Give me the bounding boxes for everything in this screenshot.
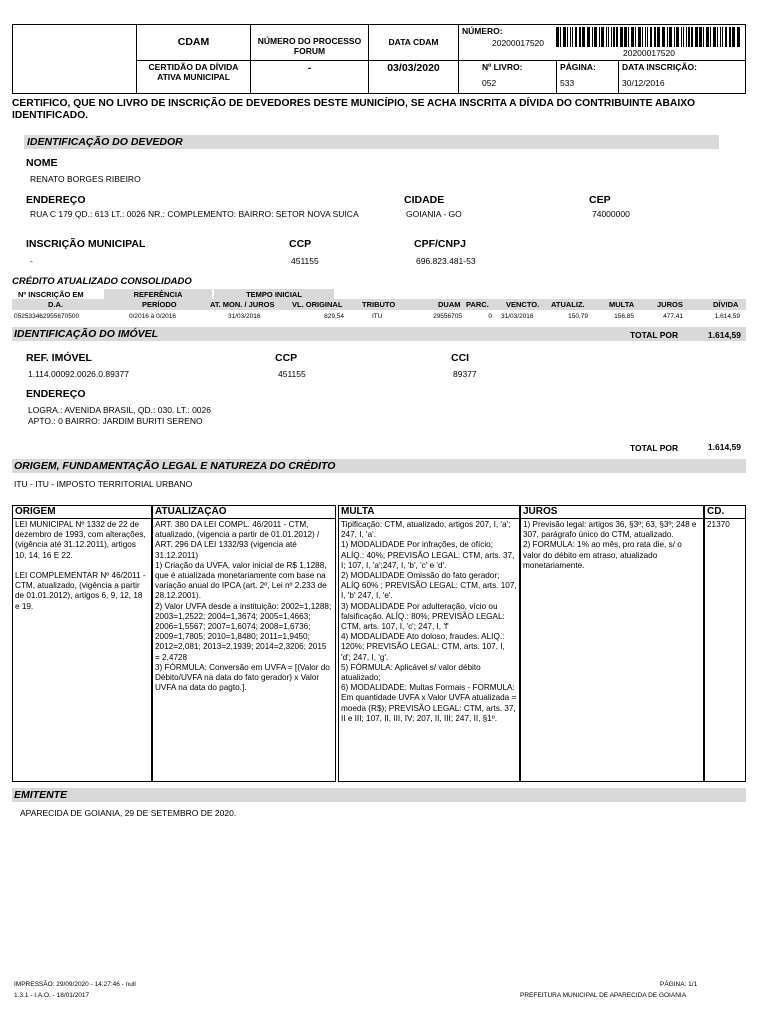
- barcode-bar: [572, 27, 573, 47]
- total-label: TOTAL POR: [630, 443, 679, 453]
- imovel-endereco-label: ENDEREÇO: [26, 388, 86, 400]
- credito-row-tributo: ITU: [372, 313, 383, 320]
- barcode-bar: [695, 27, 698, 47]
- cep-label: CEP: [589, 194, 611, 206]
- emitente-section-title: EMITENTE: [12, 788, 746, 802]
- credito-row-da: 052533462955670500: [14, 313, 80, 320]
- barcode-bar: [579, 27, 581, 47]
- barcode-bar: [594, 27, 597, 47]
- cpf-cnpj-label: CPF/CNPJ: [414, 238, 466, 250]
- numero-label: NÚMERO:: [462, 26, 503, 36]
- barcode-bar: [611, 27, 612, 47]
- emitente-text: APARECIDA DE GOIANIA, 29 DE SETEMBRO DE 2020.: [20, 808, 237, 818]
- cdam-title: CERTIDÃO DA DÍVIDA ATIVA MUNICIPAL: [148, 62, 239, 82]
- credito-row-juros: 477,41: [663, 313, 683, 320]
- inscricao-municipal-value: -: [30, 256, 33, 266]
- pagina-label: PÁGINA:: [560, 62, 596, 72]
- barcode-bar: [654, 27, 656, 47]
- processo-value: -: [307, 62, 312, 74]
- total-value: 1.614,59: [707, 442, 741, 452]
- barcode-bar: [560, 27, 561, 47]
- atualizacao-column: [152, 505, 336, 782]
- barcode-bar: [575, 27, 577, 47]
- barcode-bar: [638, 27, 641, 47]
- data-inscricao-label: DATA INSCRIÇÃO:: [622, 62, 697, 72]
- barcode-bar: [570, 27, 571, 47]
- barcode-bar: [582, 27, 585, 47]
- origem-column-title: ORIGEM: [13, 506, 151, 519]
- cdam-label: CDAM: [177, 36, 210, 48]
- footer-versao: 1.3.1 - I.A.O. - 18/01/2017: [14, 992, 90, 999]
- credito-section-title: CRÉDITO ATUALIZADO CONSOLIDADO: [12, 276, 192, 287]
- header-divider: [368, 24, 369, 94]
- multa-column: [338, 505, 520, 782]
- barcode-bar: [601, 27, 604, 47]
- multa-column-text: Tipificação: CTM, atualizado, artigos 207, I, 'a'; 247, I, 'a'. 1) MODALIDADE Por infrações, de ofício; ALÍQ.: 40%; PREVISÃO LEGAL: CTM, arts. 37, I; 107, I, 'a';247, I, 'b', 'c' e 'd'. 2) MODALIDADE Omissão do fato gerador; ALÍQ 60% ; PREVISÃO LEGAL: CTM, arts. 107, I, 'b' 247, I, 'e'. 3) MODALIDADE Por adulteração, vício ou falsificação. ALÍQ.: 80%; PREVISÃO LEGAL: CTM, arts. 107, I, 'c'; 247, I, 'f' 4) MODALIDADE Ato doloso, fraudes. ALIQ.: 120%; PREVISÃO LEGAL: CTM, arts. 107, I, 'd'; 247, I, 'g'. 5) FÓRMULA: Aplicável s/ valor débito atualizado; 6) MODALIDADE: Multas Formais - FORMULA: Em quantidade UVFA x Valor UVFA atualizada = moeda (R$); PREVISÃO LEGAL: CTM, arts. 37, II e III; 107, II, III, IV; 207, II, III; 247, II, §1º.: [341, 520, 517, 723]
- footer-impressao: IMPRESSÃO: 29/09/2020 - 14:27:46 - null: [14, 981, 136, 988]
- barcode-bar: [628, 27, 629, 47]
- cidade-value: GOIANIA - GO: [406, 209, 462, 219]
- barcode-bar: [722, 27, 723, 47]
- imovel-ccp-label: CCP: [275, 352, 298, 364]
- barcode-bar: [567, 27, 568, 47]
- imovel-endereco-line1: LOGRA.: AVENIDA BRASIL, QD.: 030. LT.: 0026: [28, 405, 211, 415]
- cidade-label: CIDADE: [404, 194, 445, 206]
- barcode-bar: [686, 27, 687, 47]
- header-divider: [250, 24, 251, 94]
- atualizacao-column-title: ATUALIZAÇÃO: [153, 506, 335, 519]
- barcode-bar: [674, 27, 675, 47]
- certifico-text: CERTIFICO, QUE NO LIVRO DE INSCRIÇÃO DE DEVEDORES DESTE MUNICÍPIO, SE ACHA INSCRITA A DÍVIDA DO CONTRIBUINTE ABAIXO IDENTIFICADO.: [12, 98, 696, 121]
- pagina-value: 533: [560, 78, 575, 88]
- barcode-bar: [725, 27, 727, 47]
- juros-column: [520, 505, 704, 782]
- barcode-bar: [699, 27, 702, 47]
- livro-label: Nº LIVRO:: [482, 62, 523, 72]
- header-divider: [458, 24, 459, 94]
- footer-pagina: PÁGINA: 1/1: [660, 981, 698, 988]
- credito-head-tempo: TEMPO INICIAL: [246, 290, 302, 299]
- credito-head-tributo: TRIBUTO: [362, 300, 396, 309]
- livro-value: 052: [482, 78, 497, 88]
- endereco-label: ENDEREÇO: [26, 194, 86, 206]
- barcode-number: 20200017520: [622, 48, 675, 58]
- barcode-bar: [703, 27, 704, 47]
- credito-row-vencto: 31/03/2016: [501, 313, 534, 320]
- barcode-bar: [681, 27, 682, 47]
- data-cdam-label: DATA CDAM: [388, 37, 439, 47]
- credito-head-vloriginal: VL. ORIGINAL: [292, 300, 343, 309]
- credito-head-atmon: AT. MON. / JUROS: [210, 300, 275, 309]
- barcode-bar: [669, 27, 672, 47]
- imovel-total-label: TOTAL POR: [630, 330, 679, 340]
- atualizacao-column-text: ART. 380 DA LEI COMPL. 46/2011 - CTM, atualizado, (vigencia a partir de 01.01.2012) / ART. 296 DA LEI 1332/93 (vigencia até 31.12.2011) 1) Criação da UVFA, valor inicial de R$ 1,1288, que é atualizada monetariamente com base na variação anual do IPCA (art. 2º, Lei nº 2.233 de 28.12.2001). 2) Valor UVFA desde a instituição: 2002=1,1288; 2003=1,2522; 2004=1,3674; 2005=1,4663; 2006=1,5567; 2007=1,6074; 2008=1,6736; 2009=1,7805; 2010=1,8480; 2011=1,9450; 2012=2,081; 2013=2,1939; 2014=2,3206; 2015 = 2,4728 3) FÓRMULA: Conversão em UVFA = [(Valor do Débito/UVFA na data do fato gerador) x Valor UVFA na data do pagto.].: [155, 520, 332, 693]
- cpf-cnpj-value: 696.823.481-53: [416, 256, 476, 266]
- barcode-bar: [635, 27, 636, 47]
- inscricao-municipal-label: INSCRIÇÃO MUNICIPAL: [26, 238, 146, 250]
- origem-column: [12, 505, 152, 782]
- numero-value: 20200017520: [492, 38, 545, 48]
- credito-head-periodo: PERÍODO: [142, 300, 177, 309]
- data-inscricao-value: 30/12/2016: [622, 78, 665, 88]
- credito-head-multa: MULTA: [609, 300, 635, 309]
- credito-head-duam: DUAM: [438, 300, 461, 309]
- juros-column-title: JUROS: [521, 506, 703, 519]
- ref-imovel-label: REF. IMÓVEL: [26, 352, 92, 364]
- barcode-bar: [662, 27, 665, 47]
- imovel-total-value: 1.614,59: [707, 330, 741, 340]
- barcode-bar: [729, 27, 731, 47]
- barcode-bar: [710, 27, 711, 47]
- barcode-bar: [720, 27, 721, 47]
- cd-column-text: 21370: [707, 520, 730, 529]
- imovel-ccp-value: 451155: [278, 369, 306, 379]
- cep-value: 74000000: [592, 209, 630, 219]
- barcode-bar: [616, 27, 618, 47]
- juros-column-text: 1) Previsão legal: artigos 36, §3º; 63, §3º; 248 e 307, parágrafo único do CTM, atualizado. 2) FORMULA: 1% ao mês, pro rata die, s/ o valor do débito em atraso, atualizado monetariamente.: [523, 520, 697, 570]
- imovel-section-title: IDENTIFICAÇÃO DO IMÓVEL: [12, 327, 746, 341]
- credito-row-atmon: 31/03/2016: [228, 313, 261, 320]
- barcode-bar: [713, 27, 716, 47]
- barcode-bar: [737, 27, 740, 47]
- processo-label: NÚMERO DO PROCESSO FORUM: [257, 36, 362, 56]
- cd-column: [704, 505, 746, 782]
- credito-row-multa: 156,85: [614, 313, 634, 320]
- cd-column-title: CD.: [705, 506, 745, 519]
- header-divider: [618, 60, 619, 94]
- credito-row-parc: 0: [488, 313, 492, 320]
- barcode-bar: [645, 27, 646, 47]
- imovel-endereco-line2: APTO.: 0 BAIRRO: JARDIM BURITI SERENO: [28, 416, 203, 426]
- ccp-value: 451155: [291, 256, 319, 266]
- credito-head-da: D.A.: [48, 300, 63, 309]
- barcode-bar: [732, 27, 735, 47]
- barcode-bar: [631, 27, 634, 47]
- nome-value: RENATO BORGES RIBEIRO: [30, 174, 141, 184]
- barcode-bar: [647, 27, 648, 47]
- barcode-bar: [683, 27, 684, 47]
- barcode-bar: [624, 27, 627, 47]
- barcode: [556, 27, 742, 47]
- footer-prefeitura: PREFEITURA MUNICIPAL DE APARECIDA DE GOIANIA: [520, 992, 687, 999]
- ccp-label: CCP: [289, 238, 312, 250]
- barcode-bar: [563, 27, 566, 47]
- data-cdam-value: 03/03/2020: [387, 62, 440, 74]
- barcode-bar: [642, 27, 643, 47]
- credito-row-periodo: 0/2016 à 0/2016: [129, 313, 176, 320]
- credito-head-vencto: VENCTO.: [506, 300, 540, 309]
- credito-head-atualiz: ATUALIZ.: [551, 300, 585, 309]
- credito-row-vloriginal: 829,54: [324, 313, 344, 320]
- header-divider: [136, 24, 137, 94]
- barcode-bar: [620, 27, 623, 47]
- tributo-description: ITU - ITU - IMPOSTO TERRITORIAL URBANO: [14, 479, 193, 489]
- credito-head-juros: JUROS: [657, 300, 683, 309]
- nome-label: NOME: [26, 157, 58, 169]
- barcode-bar: [599, 27, 600, 47]
- barcode-bar: [676, 27, 679, 47]
- origem-column-text: LEI MUNICIPAL Nº 1332 de 22 de dezembro de 1993, com alterações, (vigência até 31.12.2011), artigos 10, 14, 16 E 22. LEI COMPLEMENTAR Nº 46/2011 - CTM, atualizado, (vigência a partir de 01.01.2012), artigos 6, 9, 12, 18 e 19.: [15, 520, 146, 611]
- credito-head-parc: PARC.: [466, 300, 489, 309]
- cci-value: 89377: [453, 369, 477, 379]
- credito-head-referencia: REFERÊNCIA: [133, 290, 183, 299]
- barcode-bar: [657, 27, 660, 47]
- endereco-value: RUA C 179 QD.: 613 LT.: 0026 NR.: COMPLEMENTO: BAIRRO: SETOR NOVA SUICA: [30, 209, 359, 219]
- barcode-bar: [688, 27, 690, 47]
- ref-imovel-value: 1.114.00092.0026.0.89377: [28, 369, 129, 379]
- header-divider: [556, 60, 557, 94]
- credito-row-atualiz: 150,79: [568, 313, 588, 320]
- credito-row-duam: 29556705: [433, 313, 462, 320]
- barcode-bar: [592, 27, 593, 47]
- barcode-bar: [613, 27, 615, 47]
- barcode-bar: [587, 27, 590, 47]
- cci-label: CCI: [451, 352, 470, 364]
- origem-section-title: ORIGEM, FUNDAMENTAÇÃO LEGAL E NATUREZA DO CRÉDITO: [12, 459, 746, 473]
- header-divider: [136, 60, 746, 61]
- multa-column-title: MULTA: [339, 506, 519, 519]
- barcode-bar: [717, 27, 718, 47]
- barcode-bar: [691, 27, 693, 47]
- barcode-bar: [667, 27, 668, 47]
- credito-head-divida: DÍVIDA: [713, 300, 739, 309]
- barcode-bar: [556, 27, 559, 47]
- barcode-bar: [650, 27, 652, 47]
- barcode-bar: [608, 27, 609, 47]
- credito-head-inscricao: Nº INSCRIÇÃO EM: [18, 290, 84, 299]
- barcode-bar: [606, 27, 607, 47]
- credito-row-divida: 1.614,59: [714, 313, 740, 320]
- devedor-section-title: IDENTIFICAÇÃO DO DEVEDOR: [24, 135, 719, 149]
- barcode-bar: [706, 27, 709, 47]
